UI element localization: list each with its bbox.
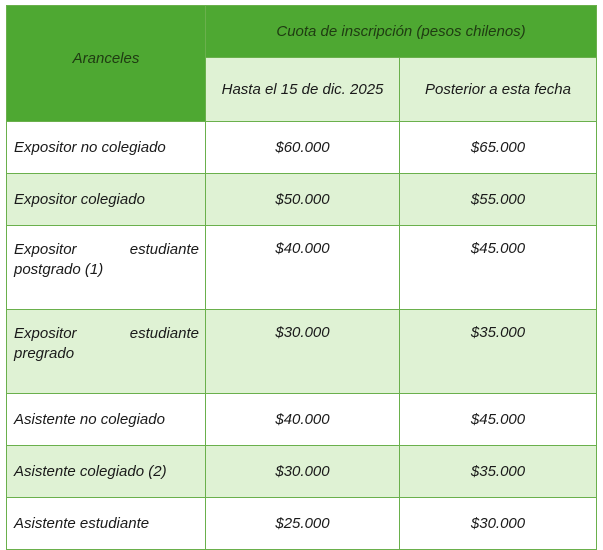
table-row: [7, 174, 597, 226]
row-label-part: estudiante: [129, 241, 199, 258]
row-label: [7, 226, 206, 310]
row-label-part: estudiante: [129, 325, 199, 342]
header-aranceles: Aranceles: [7, 6, 206, 122]
fee-before: $30.000: [206, 310, 400, 394]
row-label: [7, 310, 206, 394]
row-label-part: pregrado: [14, 345, 75, 362]
fee-after: $35.000: [400, 310, 597, 394]
fee-before: $25.000: [206, 498, 400, 550]
table-row: [7, 394, 597, 446]
fee-after: $45.000: [400, 394, 597, 446]
header-cuota-inscripcion: Cuota de inscripción (pesos chilenos): [206, 6, 597, 58]
row-label: Expositor colegiado: [7, 174, 206, 226]
fee-after: $45.000: [400, 226, 597, 310]
fee-after: $30.000: [400, 498, 597, 550]
table-row: [7, 122, 597, 174]
fee-before: $40.000: [206, 394, 400, 446]
row-label: Asistente estudiante: [7, 498, 206, 550]
row-label: Asistente colegiado (2): [7, 446, 206, 498]
table-row: [7, 498, 597, 550]
fee-table-container: [6, 5, 597, 550]
row-label: Expositor no colegiado: [7, 122, 206, 174]
table-row: [7, 226, 597, 310]
fee-before: $60.000: [206, 122, 400, 174]
fee-after: $55.000: [400, 174, 597, 226]
row-label-part: Expositor: [14, 325, 77, 342]
row-label-part: Expositor: [14, 241, 77, 258]
fee-after: $35.000: [400, 446, 597, 498]
fee-table: [6, 5, 597, 550]
table-row: [7, 446, 597, 498]
fee-before: $30.000: [206, 446, 400, 498]
header-col-hasta: Hasta el 15 de dic. 2025: [206, 58, 400, 122]
row-label-part: postgrado (1): [14, 261, 104, 278]
row-label: Asistente no colegiado: [7, 394, 206, 446]
fee-before: $40.000: [206, 226, 400, 310]
fee-after: $65.000: [400, 122, 597, 174]
header-row-top: [7, 6, 597, 58]
table-row: [7, 310, 597, 394]
fee-before: $50.000: [206, 174, 400, 226]
header-col-posterior: Posterior a esta fecha: [400, 58, 597, 122]
